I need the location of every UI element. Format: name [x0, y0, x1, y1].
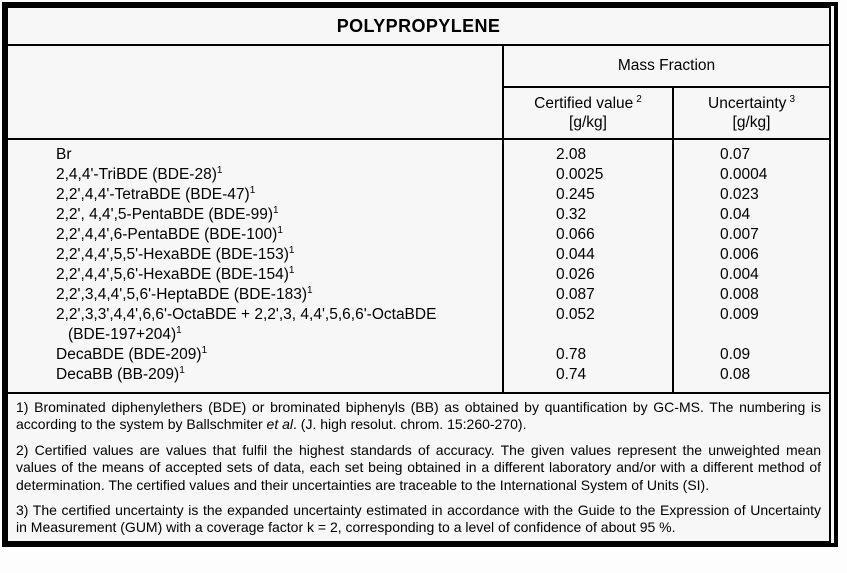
table-row — [7, 285, 830, 305]
compound-name: Br — [56, 146, 72, 163]
page-title: POLYPROPYLENE — [7, 7, 830, 45]
certificate-table — [6, 6, 831, 543]
uncertainty-value-cell: 0.0004 — [673, 165, 830, 185]
certified-value-cell — [503, 325, 673, 345]
compound-name: 2,2',3,4,4',5,6'-HeptaBDE (BDE-183) — [56, 286, 307, 303]
certified-value-unit: [g/kg] — [569, 114, 607, 131]
table-row — [7, 345, 830, 365]
certified-value-cell: 0.052 — [503, 305, 673, 325]
footnote-1-italic: et al — [266, 416, 294, 433]
certified-value-cell: 0.044 — [503, 245, 673, 265]
compound-name-cell — [7, 165, 503, 185]
header-group-row — [7, 45, 830, 87]
footnotes-row — [7, 393, 830, 542]
compound-name-cell — [7, 285, 503, 305]
certified-value-cell: 0.026 — [503, 265, 673, 285]
row-footnote-ref: 1 — [216, 164, 223, 176]
compound-name-cell — [7, 139, 503, 165]
compound-name: 2,2',4,4',5,6'-HexaBDE (BDE-154) — [56, 266, 289, 283]
uncertainty-value-cell: 0.09 — [673, 345, 830, 365]
compound-name: 2,2',4,4',6-PentaBDE (BDE-100) — [56, 226, 278, 243]
table-row — [7, 305, 830, 325]
compound-name-cell — [7, 365, 503, 393]
uncertainty-value-cell: 0.004 — [673, 265, 830, 285]
uncertainty-value-cell: 0.07 — [673, 139, 830, 165]
compound-name-cell — [7, 205, 503, 225]
certified-value-cell: 0.245 — [503, 185, 673, 205]
compound-name-cell — [7, 245, 503, 265]
uncertainty-value-cell: 0.009 — [673, 305, 830, 325]
certified-value-cell: 2.08 — [503, 139, 673, 165]
uncertainty-footnote-ref: 3 — [789, 93, 795, 105]
table-row — [7, 165, 830, 185]
compound-name-cell — [7, 185, 503, 205]
row-footnote-ref: 1 — [273, 204, 279, 216]
certified-value-cell: 0.066 — [503, 225, 673, 245]
mass-fraction-header: Mass Fraction — [503, 45, 830, 87]
document-frame — [2, 2, 838, 547]
uncertainty-label: Uncertainty — [708, 95, 787, 112]
uncertainty-header — [673, 87, 830, 139]
row-footnote-ref: 1 — [288, 244, 295, 256]
uncertainty-value-cell: 0.04 — [673, 205, 830, 225]
certified-value-cell: 0.74 — [503, 365, 673, 393]
row-footnote-ref: 1 — [277, 224, 283, 236]
table-row — [7, 265, 830, 285]
compound-name: 2,2',4,4'-TetraBDE (BDE-47) — [56, 186, 250, 203]
footnote-2: 2) Certified values are values that fulfil the highest standards of accuracy. The given values represent the unweighted mean values of the means of accepted sets of data, each set being obtained in a different laboratory and/or with a different method of determination. The certified values and their uncertainties are traceable to the International System of Units (SI). — [16, 441, 822, 493]
footnotes-cell — [7, 393, 830, 542]
table-row — [7, 139, 830, 165]
title-row — [7, 7, 830, 45]
table-row — [7, 205, 830, 225]
footnote-1 — [16, 399, 821, 434]
compound-name-cell — [7, 305, 503, 325]
compound-name: DecaBB (BB-209) — [56, 366, 180, 383]
table-row — [7, 185, 830, 205]
footnote-1-citation: . (J. high resolut. chrom. 15:260-270). — [293, 416, 527, 433]
row-footnote-ref: 1 — [179, 364, 185, 376]
footnote-3: 3) The certified uncertainty is the expanded uncertainty estimated in accordance with the Guide to the Expression of Uncertainty in Measurement (GUM) with a coverage factor k = 2, corresponding to a level of confidence of about 95 %. — [16, 502, 822, 536]
row-footnote-ref: 1 — [201, 344, 208, 356]
row-footnote-ref: 1 — [288, 264, 295, 276]
certified-value-cell: 0.32 — [503, 205, 673, 225]
table-row-continuation — [7, 325, 830, 345]
certified-value-cell: 0.0025 — [503, 165, 673, 185]
compound-name: 2,2',3,3',4,4',6,6'-OctaBDE + 2,2',3, 4,4',5,6,6'-OctaBDE — [56, 306, 437, 323]
row-footnote-ref: 1 — [176, 324, 182, 336]
certified-value-cell: 0.78 — [503, 345, 673, 365]
uncertainty-unit: [g/kg] — [732, 114, 771, 131]
uncertainty-value-cell: 0.007 — [673, 225, 830, 245]
certified-value-header — [503, 87, 673, 139]
uncertainty-value-cell — [673, 325, 830, 345]
table-row — [7, 225, 830, 245]
compound-name-cell — [7, 345, 503, 365]
row-footnote-ref: 1 — [249, 184, 256, 196]
empty-corner-cell — [7, 45, 503, 139]
table-row — [7, 245, 830, 265]
compound-name-cell — [7, 265, 503, 285]
uncertainty-value-cell: 0.08 — [673, 365, 830, 393]
footnote-1-text: 1) Brominated diphenylethers (BDE) or brominated biphenyls (BB) as obtained by quantification by GC-MS. The numbering is according to the system by Ballschmiter — [16, 399, 822, 433]
uncertainty-value-cell: 0.006 — [673, 245, 830, 265]
compound-name: 2,2', 4,4',5-PentaBDE (BDE-99) — [56, 206, 273, 223]
compound-name: DecaBDE (BDE-209) — [56, 346, 202, 363]
uncertainty-value-cell: 0.008 — [673, 285, 830, 305]
compound-name: (BDE-197+204) — [68, 326, 177, 343]
certified-value-cell: 0.087 — [503, 285, 673, 305]
certified-value-footnote-ref: 2 — [636, 93, 642, 105]
compound-name-cell — [7, 325, 503, 345]
table-row — [7, 365, 830, 393]
certified-value-label: Certified value — [534, 95, 634, 112]
compound-name: 2,2',4,4',5,5'-HexaBDE (BDE-153) — [56, 246, 289, 263]
row-footnote-ref: 1 — [306, 284, 313, 296]
compound-name-cell — [7, 225, 503, 245]
uncertainty-value-cell: 0.023 — [673, 185, 830, 205]
compound-name: 2,4,4'-TriBDE (BDE-28) — [56, 166, 217, 183]
